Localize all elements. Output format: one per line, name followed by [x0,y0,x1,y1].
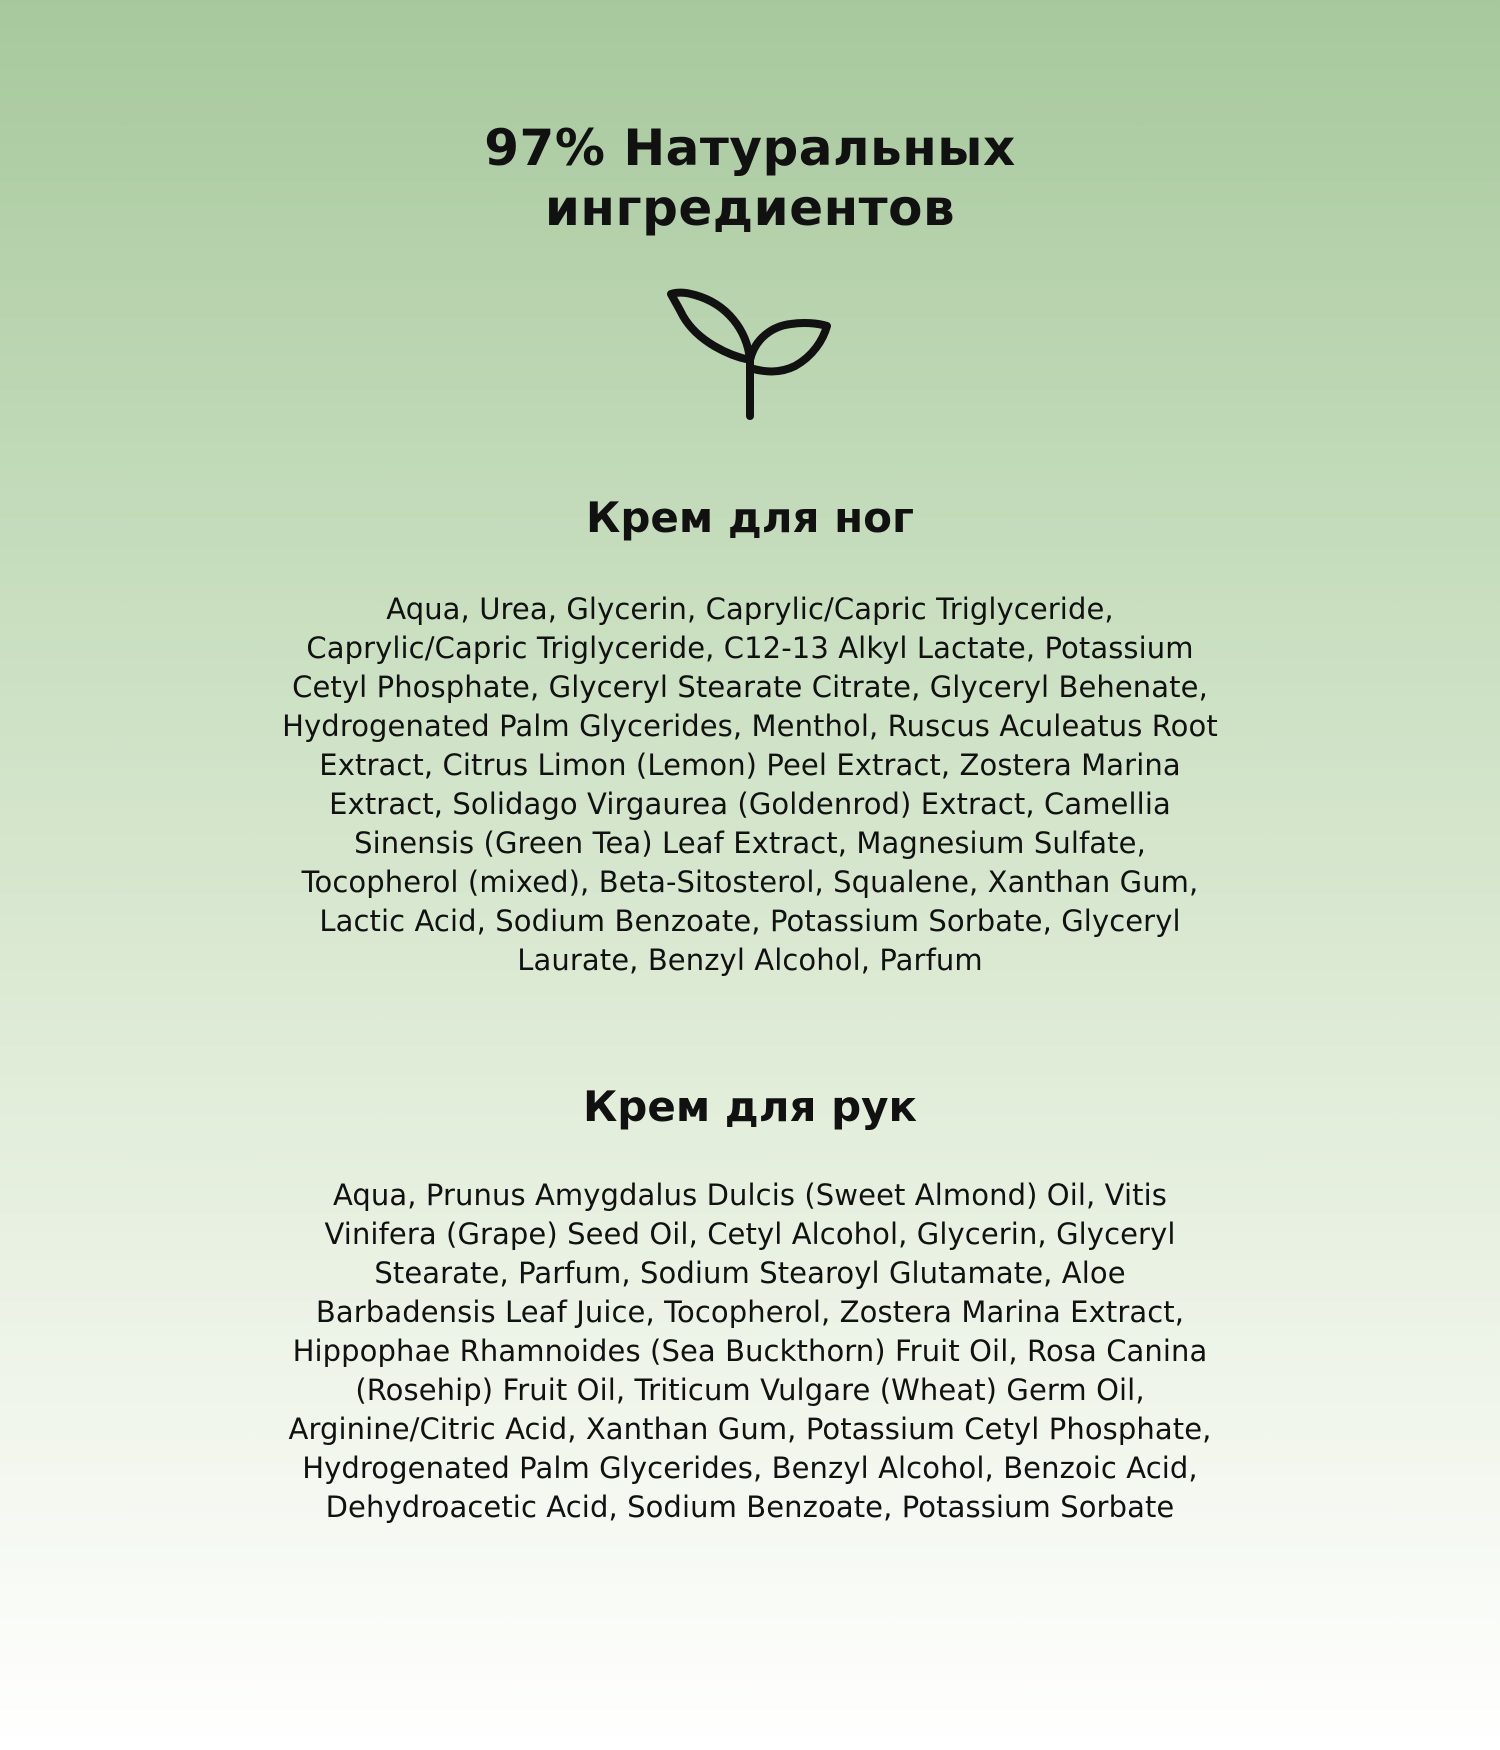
foot-cream-ingredients: Aqua, Urea, Glycerin, Caprylic/Capric Triglyceride, Caprylic/Capric Triglyceride, C12-13 Alkyl Lactate, Potassium Cetyl Phosphate, Glyceryl Stearate Citrate, Glyceryl Behenate, Hydrogenated Palm Glycerides, Menthol, Ruscus Aculeatus Root Extract, Citrus Limon (Lemon) Peel Extract, Zostera Marina Extract, Solidago Virgaurea (Goldenrod) Extract, Camellia Sinensis (Green Tea) Leaf Extract, Magnesium Sulfate, Tocopherol (mixed), Beta-Sitosterol, Squalene, Xanthan Gum, Lactic Acid, Sodium Benzoate, Potassium Sorbate, Glyceryl Laurate, Benzyl Alcohol, Parfum [282,592,1218,977]
page-title-line-1: 97% Натуральных [484,119,1016,177]
hand-cream-title: Крем для рук [582,1082,918,1131]
foot-cream-title: Крем для ног [586,493,914,542]
hand-cream-ingredients: Aqua, Prunus Amygdalus Dulcis (Sweet Almond) Oil, Vitis Vinifera (Grape) Seed Oil, Cetyl Alcohol, Glycerin, Glyceryl Stearate, Parfum, Sodium Stearoyl Glutamate, Aloe Barbadensis Leaf Juice, Tocopherol, Zostera Marina Extract, Hippophae Rhamnoides (Sea Buckthorn) Fruit Oil, Rosa Canina (Rosehip) Fruit Oil, Triticum Vulgare (Wheat) Germ Oil, Arginine/Citric Acid, Xanthan Gum, Potassium Cetyl Phosphate, Hydrogenated Palm Glycerides, Benzyl Alcohol, Benzoic Acid, Dehydroacetic Acid, Sodium Benzoate, Potassium Sorbate [288,1178,1212,1524]
page-title-line-2: ингредиентов [544,179,956,237]
page-title [250,118,1250,238]
leaf-sprout-icon [665,288,835,420]
